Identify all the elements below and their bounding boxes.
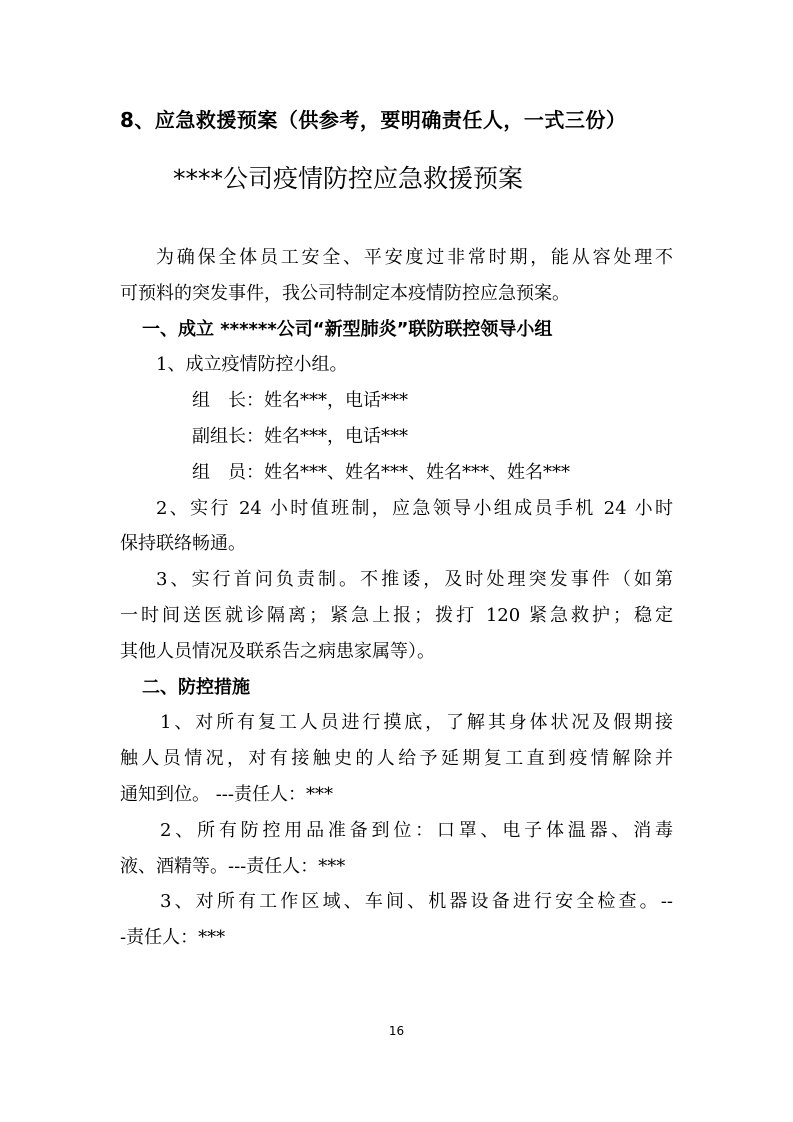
intro-line-2: 可预料的突发事件，我公司特制定本疫情防控应急预案。 [120, 282, 570, 304]
team-members: 组 员：姓名***、姓名***、姓名***、姓名*** [192, 461, 570, 483]
section2-item3-line-1: 3、对所有工作区域、车间、机器设备进行安全检查。-- [160, 891, 673, 913]
section1-item3-line-1: 3、实行首问负责制。不推诿，及时处理突发事件（如第 [156, 569, 673, 591]
section2-item2-line-1: 2、所有防控用品准备到位：口罩、电子体温器、消毒 [160, 819, 673, 841]
section1-heading: 一、成立 ******公司“新型肺炎”联防联控领导小组 [142, 318, 553, 340]
section1-item2-line-2: 保持联络畅通。 [120, 533, 246, 555]
section2-item1-line-2: 触人员情况，对有接触史的人给予延期复工直到疫情解除并 [120, 748, 673, 770]
document-title: ****公司疫情防控应急救援预案 [173, 164, 524, 193]
team-leader: 组 长：姓名***，电话*** [192, 390, 408, 412]
section2-heading: 二、防控措施 [142, 676, 250, 698]
section1-item2-line-1: 2、实行 24 小时值班制，应急领导小组成员手机 24 小时 [156, 497, 673, 519]
section1-item3-line-2: 一时间送医就诊隔离；紧急上报；拨打 120 紧急救护；稳定 [120, 604, 673, 626]
intro-line-1: 为确保全体员工安全、平安度过非常时期，能从容处理不 [156, 247, 673, 268]
section2-item1-line-1: 1、对所有复工人员进行摸底，了解其身体状况及假期接 [160, 712, 673, 734]
section1-item1: 1、成立疫情防控小组。 [156, 354, 348, 376]
section2-item2-line-2: 液、酒精等。---责任人：*** [120, 855, 346, 877]
page-number: 16 [388, 1024, 405, 1038]
section-heading: 8、应急救援预案（供参考，要明确责任人，一式三份） [120, 108, 627, 132]
section2-item1-line-3: 通知到位。 ---责任人：*** [120, 783, 333, 805]
section2-item3-line-2: -责任人：*** [120, 927, 226, 949]
section1-item3-line-3: 其他人员情况及联系告之病患家属等）。 [120, 640, 435, 662]
document-body [120, 240, 673, 956]
team-deputy: 副组长：姓名***，电话*** [192, 425, 408, 447]
